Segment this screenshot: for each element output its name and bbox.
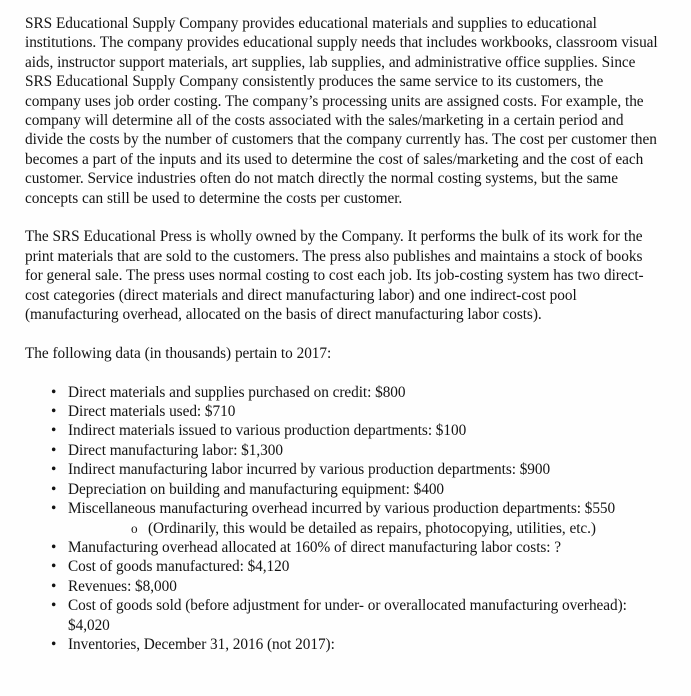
paragraph-spacer-2: [25, 324, 661, 343]
bullet-point-icon: •: [51, 538, 57, 556]
list-item: [25, 557, 661, 576]
list-item-label: Direct manufacturing labor: $1,300: [68, 441, 283, 459]
bullet-point-icon: •: [51, 461, 57, 479]
bullet-point-icon: •: [51, 383, 57, 401]
bullet-point-icon: •: [51, 403, 57, 421]
data-bullet-list: [25, 383, 661, 655]
bullet-point-icon: •: [51, 577, 57, 595]
list-item-label: Manufacturing overhead allocated at 160% of direct manufacturing labor costs: ?: [68, 538, 562, 556]
bullet-point-icon: •: [51, 635, 57, 653]
list-item: [25, 499, 661, 538]
bullet-point-icon: •: [51, 441, 57, 459]
list-item-label: Indirect manufacturing labor incurred by various production departments: $900: [68, 461, 551, 479]
sub-bullet-list: [68, 519, 661, 538]
list-item: [25, 421, 661, 440]
paragraph-press: The SRS Educational Press is wholly owned by the Company. It performs the bulk of its work for the print materials that are sold to the customers. The press also publishes and maintains a stock of books for general sale. The press uses normal costing to cost each job. Its job-costing system has two direct-cost categories (direct materials and direct manufacturing labor) and one indirect-cost pool (manufacturing overhead, allocated on the basis of direct manufacturing labor costs).: [25, 228, 644, 324]
bullet-point-icon: •: [51, 558, 57, 576]
sub-bullet-point-icon: o: [131, 520, 138, 536]
bullet-point-icon: •: [51, 480, 57, 498]
list-item: [25, 577, 661, 596]
list-item-label: Indirect materials issued to various production departments: $100: [68, 422, 467, 440]
paragraph-spacer-3: [25, 363, 661, 382]
list-item-label: Direct materials used: $710: [68, 403, 236, 421]
sub-list-item: [68, 519, 661, 538]
list-item: [25, 460, 661, 479]
list-item: [25, 538, 661, 557]
list-item: [25, 596, 661, 635]
sub-list-item-label: (Ordinarily, this would be detailed as repairs, photocopying, utilities, etc.): [148, 519, 596, 537]
list-item-label: Direct materials and supplies purchased on credit: $800: [68, 383, 406, 401]
list-item-label: Revenues: $8,000: [68, 577, 177, 595]
list-item: [25, 441, 661, 460]
list-item: [25, 383, 661, 402]
list-item-label: Miscellaneous manufacturing overhead incurred by various production departments: $550: [68, 500, 616, 518]
paragraph-spacer-1: [25, 208, 661, 227]
list-item: [25, 635, 661, 654]
list-item-label: Depreciation on building and manufacturing equipment: $400: [68, 480, 445, 498]
paragraph-data-lead-in: The following data (in thousands) pertain to 2017:: [25, 344, 332, 362]
bullet-point-icon: •: [51, 422, 57, 440]
list-item-label: Inventories, December 31, 2016 (not 2017):: [68, 635, 335, 653]
list-item: [25, 480, 661, 499]
list-item-label: Cost of goods sold (before adjustment for under- or overallocated manufacturing overhead): $4,020: [68, 597, 627, 634]
bullet-point-icon: •: [51, 500, 57, 518]
list-item-label: Cost of goods manufactured: $4,120: [68, 558, 290, 576]
bullet-point-icon: •: [51, 597, 57, 615]
list-item: [25, 402, 661, 421]
paragraph-intro: SRS Educational Supply Company provides educational materials and supplies to educational institutions. The company provides educational supply needs that includes workbooks, classroom visual aids, instructor support materials, art supplies, lab supplies, and administrative office supplies. Since SRS Educational Supply Company consistently produces the same service to its customers, the company uses job order costing. The company’s processing units are assigned costs. For example, the company will determine all of the costs associated with the sales/marketing in a certain period and divide the costs by the number of customers that the company currently has. The cost per customer then becomes a part of the inputs and its used to determine the cost of sales/marketing and the cost of each customer. Service industries often do not match directly the normal costing systems, but the same concepts can still be used to determine the costs per customer.: [25, 15, 658, 207]
